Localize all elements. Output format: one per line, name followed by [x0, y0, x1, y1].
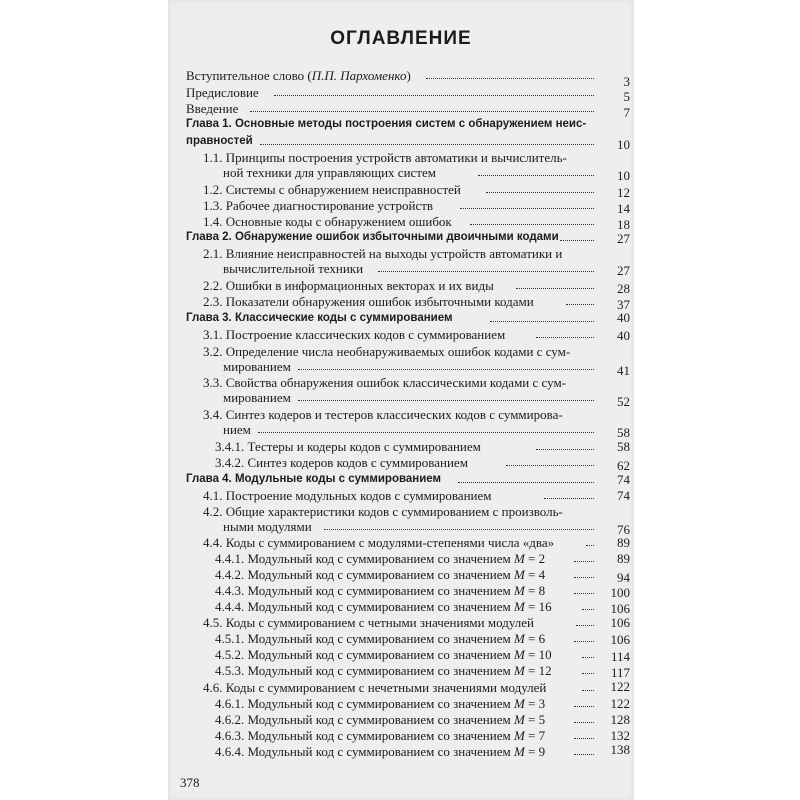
toc-entry-title: 2.1. Влияние неисправностей на выходы устройств автоматики и	[203, 246, 563, 261]
toc-page-number: 40	[617, 310, 630, 325]
toc-page-number: 122	[610, 696, 630, 711]
toc-entry-title: 2.3. Показатели обнаружения ошибок избыточными кодами	[203, 294, 534, 309]
leader-dots	[486, 182, 594, 193]
leader-dots	[566, 294, 594, 305]
leader-dots	[250, 101, 594, 112]
toc-entry-title: 4.4.4. Модульный код с суммированием со значением M = 16	[215, 599, 552, 614]
leader-dots	[544, 488, 594, 499]
toc-entry-title: Глава 2. Обнаружение ошибок избыточными двоичными кодами	[186, 231, 559, 243]
book-page	[168, 0, 634, 800]
toc-page-number: 128	[610, 712, 630, 727]
toc-entry-title: 4.6.4. Модульный код с суммированием со значением M = 9	[215, 744, 546, 759]
toc-page-number: 94	[617, 570, 630, 585]
toc-page-number: 58	[617, 439, 630, 454]
toc-entry-title: 4.5. Коды с суммированием с четными значениями модулей	[203, 615, 534, 630]
toc-page-number: 89	[617, 551, 630, 566]
toc-entry-title: 4.6.3. Модульный код с суммированием со значением M = 7	[215, 728, 546, 743]
toc-page-number: 10	[617, 168, 630, 183]
leader-dots	[478, 165, 594, 176]
toc-page-number: 89	[617, 535, 630, 550]
leader-dots	[274, 85, 594, 96]
toc-entry-title: 4.5.3. Модульный код с суммированием со значением M = 12	[215, 663, 552, 678]
leader-dots	[298, 359, 594, 370]
toc-entry-title: 1.1. Принципы построения устройств автоматики и вычислитель-	[203, 150, 567, 165]
toc-page-number: 12	[617, 185, 630, 200]
toc-entry-title-cont: мированием	[223, 390, 291, 405]
toc-entry-title: 4.2. Общие характеристики кодов с суммированием с произволь-	[203, 504, 563, 519]
toc-page-number: 27	[617, 263, 630, 278]
toc-entry-title: 4.4.1. Модульный код с суммированием со значением M = 2	[215, 551, 546, 566]
leader-dots	[582, 663, 594, 674]
toc-page-number: 37	[617, 297, 630, 312]
leader-dots	[582, 599, 594, 610]
toc-entry-title: Глава 4. Модульные коды с суммированием	[186, 473, 442, 485]
leader-dots	[426, 68, 594, 79]
toc-entry-title: 4.4.2. Модульный код с суммированием со значением M = 4	[215, 567, 546, 582]
toc-page-number: 52	[617, 394, 630, 409]
leader-dots	[574, 567, 594, 578]
toc-entry-title: 4.1. Построение модульных кодов с суммированием	[203, 488, 492, 503]
toc-entry-title: 4.6.2. Модульный код с суммированием со значением M = 5	[215, 712, 546, 727]
toc-entry-title-cont: ными модулями	[223, 519, 312, 534]
leader-dots	[574, 744, 594, 755]
toc-entry-title-cont: мированием	[223, 359, 291, 374]
toc-page-number: 76	[617, 522, 630, 537]
toc-entry-title: 4.5.2. Модульный код с суммированием со значением M = 10	[215, 647, 552, 662]
leader-dots	[576, 615, 594, 626]
toc-page-number: 132	[610, 728, 630, 743]
leader-dots	[260, 134, 594, 145]
toc-page-number: 14	[617, 201, 630, 216]
toc-page-number: 5	[623, 89, 630, 104]
toc-entry-title: 2.2. Ошибки в информационных векторах и их виды	[203, 278, 494, 293]
toc-page-number: 10	[617, 137, 630, 152]
leader-dots	[574, 712, 594, 723]
toc-page-number: 100	[610, 585, 630, 600]
toc-entry-title: Глава 3. Классические коды с суммированием	[186, 312, 453, 324]
toc-page-number: 3	[623, 74, 630, 89]
leader-dots	[470, 214, 594, 225]
toc-page-number: 122	[610, 679, 630, 694]
toc-page-number: 106	[610, 632, 630, 647]
toc-page-number: 28	[617, 281, 630, 296]
toc-entry-title: Вступительное слово (П.П. Пархоменко)	[186, 68, 411, 83]
toc-entry-title-cont: нием	[223, 422, 251, 437]
toc-entry-title: 3.1. Построение классических кодов с суммированием	[203, 327, 506, 342]
leader-dots	[536, 327, 594, 338]
toc-entry-title: 4.4.3. Модульный код с суммированием со значением M = 8	[215, 583, 546, 598]
leader-dots	[582, 647, 594, 658]
toc-entry-title: Предисловие	[186, 85, 259, 100]
leader-dots	[516, 278, 594, 289]
toc-entry-title: 3.4.2. Синтез кодеров кодов с суммированием	[215, 455, 468, 470]
leader-dots	[378, 261, 594, 272]
toc-entry-title-cont: правностей	[186, 135, 253, 147]
toc-page-number: 114	[610, 649, 630, 664]
leader-dots	[560, 230, 594, 241]
leader-dots	[298, 390, 594, 401]
toc-entry-title: 3.2. Определение числа необнаруживаемых ошибок кодами с сум-	[203, 344, 571, 359]
toc-entry-title: Введение	[186, 101, 239, 116]
toc-page-number: 106	[610, 615, 630, 630]
toc-entry-title: 4.5.1. Модульный код с суммированием со значением M = 6	[215, 631, 546, 646]
leader-dots	[574, 728, 594, 739]
toc-entry-title: 1.3. Рабочее диагностирование устройств	[203, 198, 434, 213]
toc-entry-title: Глава 1. Основные методы построения систем с обнаружением неис-	[186, 118, 587, 130]
toc-page-number: 117	[610, 665, 630, 680]
leader-dots	[490, 311, 594, 322]
leader-dots	[324, 519, 594, 530]
toc-page-number: 40	[617, 328, 630, 343]
toc-entry-title: 4.6. Коды с суммированием с нечетными значениями модулей	[203, 680, 547, 695]
leader-dots	[574, 631, 594, 642]
toc-entry-title: 3.4. Синтез кодеров и тестеров классических кодов с суммирова-	[203, 407, 563, 422]
leader-dots	[258, 422, 594, 433]
toc-entry-title-cont: вычислительной техники	[223, 261, 364, 276]
toc-page-number: 27	[617, 231, 630, 246]
toc-page-number: 62	[617, 458, 630, 473]
toc-page-number: 74	[617, 488, 630, 503]
toc-entry-title: 3.4.1. Тестеры и кодеры кодов с суммированием	[215, 439, 481, 454]
toc-page-number: 41	[617, 363, 630, 378]
toc-entry-title: 4.4. Коды с суммированием с модулями-степенями числа «два»	[203, 535, 555, 550]
leader-dots	[574, 583, 594, 594]
leader-dots	[460, 198, 594, 209]
leader-dots	[536, 439, 594, 450]
leader-dots	[582, 680, 594, 691]
toc-entry-title: 1.4. Основные коды с обнаружением ошибок	[203, 214, 452, 229]
page-number: 378	[180, 775, 200, 790]
leader-dots	[574, 696, 594, 707]
toc-entry-title: 1.2. Системы с обнаружением неисправностей	[203, 182, 461, 197]
toc-page-number: 138	[610, 742, 630, 757]
leader-dots	[506, 455, 594, 466]
leader-dots	[586, 535, 594, 546]
toc-page-number: 74	[617, 472, 630, 487]
toc-page-number: 58	[617, 425, 630, 440]
page-title: ОГЛАВЛЕНИЕ	[330, 28, 472, 49]
toc-entry-title-cont: ной техники для управляющих систем	[223, 165, 436, 180]
toc-page-number: 7	[623, 105, 630, 120]
toc-page-number: 106	[610, 601, 630, 616]
leader-dots	[458, 472, 594, 483]
toc-entry-title: 3.3. Свойства обнаружения ошибок классическими кодами с сум-	[203, 375, 567, 390]
toc-entry-title: 4.6.1. Модульный код с суммированием со значением M = 3	[215, 696, 546, 711]
toc-page-number: 18	[617, 217, 630, 232]
leader-dots	[574, 551, 594, 562]
